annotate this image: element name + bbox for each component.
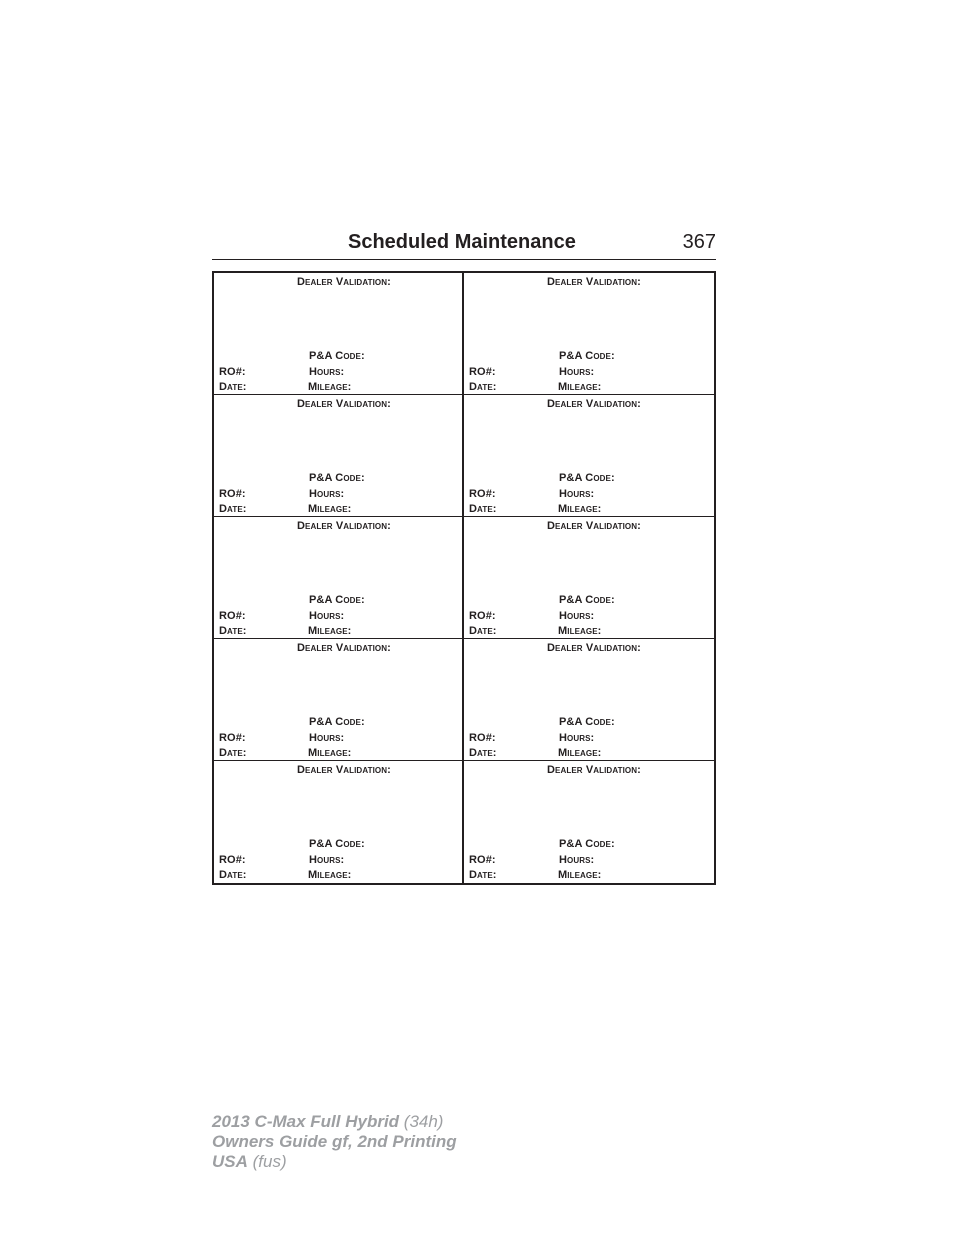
record-cell [464, 273, 714, 395]
mileage-label: Mileage: [558, 381, 602, 393]
record-cell [464, 639, 714, 761]
footer-line-2 [212, 1132, 457, 1152]
pa-code-label: P&A Code: [309, 716, 365, 728]
pa-code-label: P&A Code: [559, 838, 615, 850]
date-label: Date: [219, 381, 247, 393]
dealer-validation-label: Dealer Validation: [547, 398, 641, 410]
dealer-validation-label: Dealer Validation: [297, 764, 391, 776]
mileage-label: Mileage: [558, 503, 602, 515]
mileage-label: Mileage: [308, 625, 352, 637]
mileage-label: Mileage: [308, 747, 352, 759]
ro-label: RO#: [469, 488, 496, 500]
page-title: Scheduled Maintenance [348, 231, 576, 253]
dealer-validation-label: Dealer Validation: [547, 276, 641, 288]
date-label: Date: [469, 869, 497, 881]
pa-code-label: P&A Code: [559, 716, 615, 728]
footer-line-3 [212, 1152, 457, 1172]
ro-label: RO#: [219, 366, 246, 378]
hours-label: Hours: [559, 488, 595, 500]
footer-model-code: (34h) [399, 1112, 444, 1131]
ro-label: RO#: [219, 732, 246, 744]
date-label: Date: [219, 869, 247, 881]
hours-label: Hours: [559, 732, 595, 744]
dealer-validation-label: Dealer Validation: [547, 520, 641, 532]
hours-label: Hours: [309, 610, 345, 622]
ro-label: RO#: [219, 854, 246, 866]
record-cell [464, 517, 714, 639]
hours-label: Hours: [309, 854, 345, 866]
mileage-label: Mileage: [558, 747, 602, 759]
record-cell [214, 639, 464, 761]
date-label: Date: [469, 625, 497, 637]
dealer-validation-label: Dealer Validation: [547, 642, 641, 654]
mileage-label: Mileage: [308, 381, 352, 393]
record-cell [214, 395, 464, 517]
hours-label: Hours: [559, 854, 595, 866]
dealer-validation-label: Dealer Validation: [297, 276, 391, 288]
date-label: Date: [219, 503, 247, 515]
ro-label: RO#: [469, 732, 496, 744]
record-cell [464, 395, 714, 517]
record-cell [214, 761, 464, 883]
hours-label: Hours: [309, 366, 345, 378]
pa-code-label: P&A Code: [559, 472, 615, 484]
pa-code-label: P&A Code: [309, 838, 365, 850]
date-label: Date: [219, 625, 247, 637]
pa-code-label: P&A Code: [309, 472, 365, 484]
hours-label: Hours: [309, 488, 345, 500]
dealer-validation-label: Dealer Validation: [547, 764, 641, 776]
pa-code-label: P&A Code: [309, 594, 365, 606]
footer-model: 2013 C-Max Full Hybrid [212, 1112, 400, 1131]
dealer-validation-label: Dealer Validation: [297, 642, 391, 654]
footer-printing: Owners Guide gf, 2nd Printing [212, 1132, 457, 1151]
mileage-label: Mileage: [308, 503, 352, 515]
page-number: 367 [682, 231, 716, 253]
ro-label: RO#: [469, 610, 496, 622]
record-cell [214, 517, 464, 639]
date-label: Date: [469, 747, 497, 759]
record-cell [464, 761, 714, 883]
mileage-label: Mileage: [558, 869, 602, 881]
ro-label: RO#: [219, 610, 246, 622]
mileage-label: Mileage: [558, 625, 602, 637]
document-footer [212, 1112, 457, 1172]
footer-market: USA [212, 1152, 248, 1171]
pa-code-label: P&A Code: [309, 350, 365, 362]
record-cell [214, 273, 464, 395]
date-label: Date: [219, 747, 247, 759]
hours-label: Hours: [559, 610, 595, 622]
hours-label: Hours: [559, 366, 595, 378]
maintenance-record-grid [212, 271, 716, 885]
ro-label: RO#: [469, 854, 496, 866]
dealer-validation-label: Dealer Validation: [297, 398, 391, 410]
ro-label: RO#: [469, 366, 496, 378]
ro-label: RO#: [219, 488, 246, 500]
hours-label: Hours: [309, 732, 345, 744]
footer-market-code: (fus) [247, 1152, 287, 1171]
mileage-label: Mileage: [308, 869, 352, 881]
dealer-validation-label: Dealer Validation: [297, 520, 391, 532]
date-label: Date: [469, 381, 497, 393]
pa-code-label: P&A Code: [559, 594, 615, 606]
date-label: Date: [469, 503, 497, 515]
page-header [212, 229, 716, 260]
footer-line-1 [212, 1112, 457, 1132]
pa-code-label: P&A Code: [559, 350, 615, 362]
